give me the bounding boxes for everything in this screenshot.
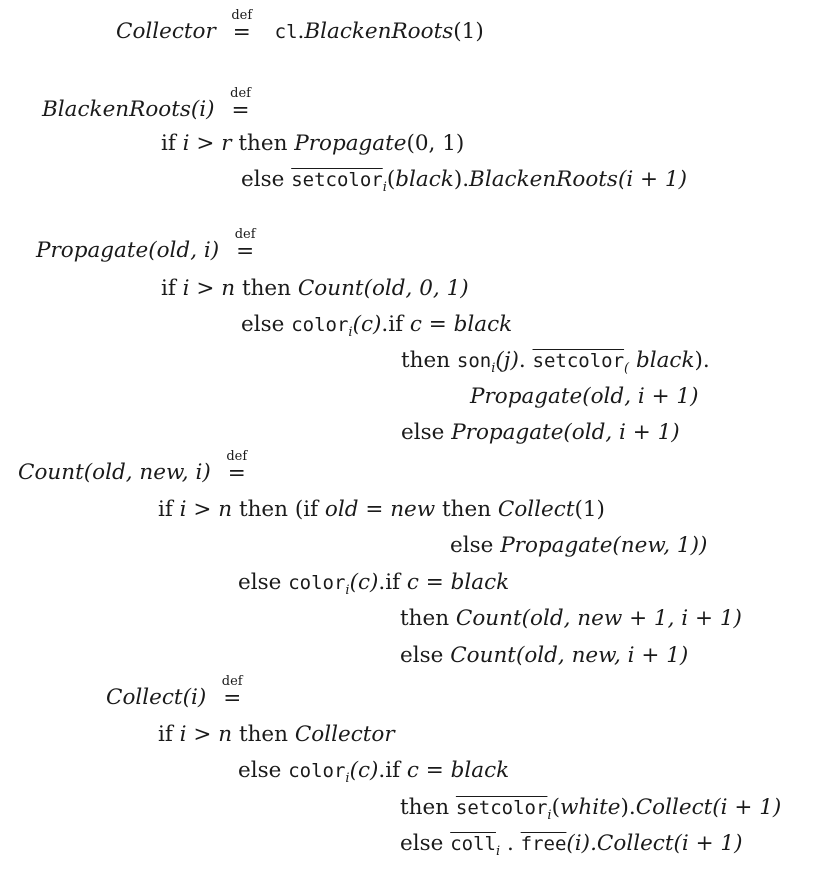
collect-else-line: else color$_i$(c).if c = black xyxy=(238,758,510,786)
def-equals-symbol: def = xyxy=(226,449,248,486)
input-action: color xyxy=(291,314,349,336)
process-call: Propagate xyxy=(451,420,564,445)
process-name: Count xyxy=(18,460,84,485)
def-equals-symbol: def = xyxy=(231,8,253,45)
collect-else2-line: else coll$_i$ . free(i).Collect(i + 1) xyxy=(400,831,743,859)
process-call: Propagate xyxy=(294,131,407,156)
output-action: setcolor xyxy=(455,797,548,819)
propagate-else-line: else color$_i$(c).if c = black xyxy=(241,312,513,340)
output-action: setcolor xyxy=(291,169,383,191)
channel-name: cl xyxy=(274,21,298,43)
count-then-line: then Count(old, new + 1, i + 1) xyxy=(400,606,742,631)
propagate-definition-line: Propagate(old, i) def = xyxy=(36,227,256,264)
process-call: Propagate xyxy=(500,533,613,558)
collector-definition-line: Collector def = cl.BlackenRoots(1) xyxy=(116,8,484,45)
process-name: Collect xyxy=(106,685,183,710)
process-call: BlackenRoots xyxy=(304,19,454,44)
output-action: free xyxy=(520,833,567,855)
input-action: color xyxy=(288,572,346,594)
propagate-then-line: then son$_i$(j). setcolor$_($ black). xyxy=(401,348,710,376)
count-definition-line: Count(old, new, i) def = xyxy=(18,449,248,486)
process-call: Propagate xyxy=(470,384,583,409)
blackenroots-else-line: else setcolor$_i$(black).BlackenRoots(i + 1) xyxy=(241,167,687,195)
propagate-continuation-line: Propagate(old, i + 1) xyxy=(470,384,699,409)
input-action: color xyxy=(288,760,346,782)
process-call: Collect xyxy=(497,497,575,522)
process-call: Count xyxy=(455,606,522,631)
collect-definition-line: Collect(i) def = xyxy=(106,674,243,711)
process-name: BlackenRoots xyxy=(42,97,191,122)
count-else2-line: else Count(old, new, i + 1) xyxy=(400,643,689,668)
count-if-else-line: else Propagate(new, 1)) xyxy=(450,533,708,558)
process-name: Collector xyxy=(116,19,216,44)
blackenroots-if-line: if i > r then Propagate(0, 1) xyxy=(161,131,465,156)
output-action: setcolor xyxy=(532,350,625,372)
process-call: Collect xyxy=(596,831,674,856)
def-equals-symbol: def = xyxy=(230,86,251,123)
process-call: Count xyxy=(450,643,516,668)
input-action: son xyxy=(456,350,492,372)
propagate-else2-line: else Propagate(old, i + 1) xyxy=(401,420,680,445)
process-call: Collect xyxy=(635,795,713,820)
process-call: Collector xyxy=(294,722,395,747)
count-else-line: else color$_i$(c).if c = black xyxy=(238,570,510,598)
output-action: coll xyxy=(450,833,496,855)
def-equals-symbol: def = xyxy=(234,227,256,264)
propagate-if-line: if i > n then Count(old, 0, 1) xyxy=(161,276,469,301)
blackenroots-definition-line: BlackenRoots(i) def = xyxy=(42,86,251,123)
process-name: Propagate xyxy=(36,238,149,263)
process-call: BlackenRoots xyxy=(469,167,618,192)
collect-then-line: then setcolor$_i$(white).Collect(i + 1) xyxy=(400,795,782,823)
def-equals-symbol: def = xyxy=(221,674,243,711)
count-if-line: if i > n then (if old = new then Collect(1) xyxy=(158,497,605,522)
collect-if-line: if i > n then Collector xyxy=(158,722,395,747)
process-call: Count xyxy=(297,276,364,301)
